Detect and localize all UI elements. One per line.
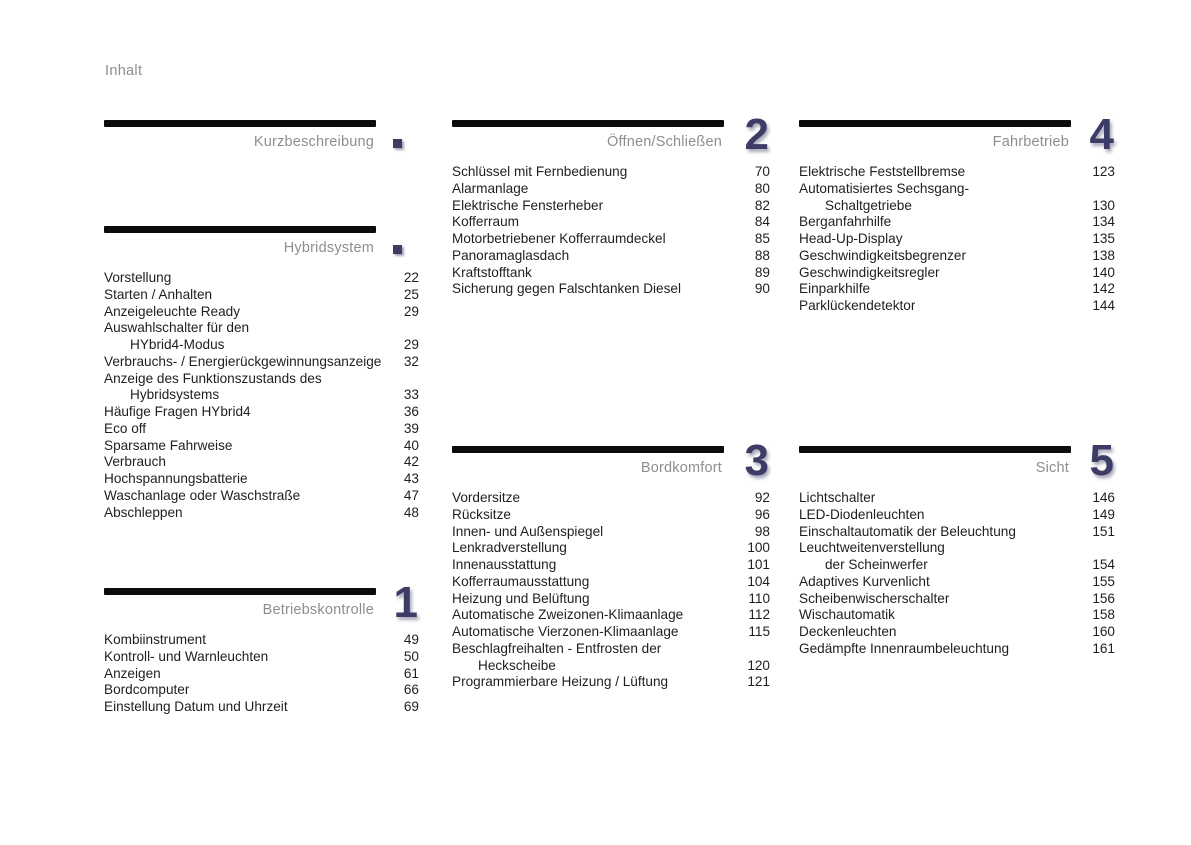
toc-entry — [104, 505, 419, 522]
toc-entry-page: 130 — [1092, 197, 1115, 213]
toc-section-fahrbetrieb — [799, 110, 1115, 315]
toc-entry-page: 49 — [403, 632, 419, 647]
toc-entry-label: Bordcomputer — [104, 682, 190, 698]
toc-entry — [452, 214, 770, 231]
section-number: 3 — [744, 436, 769, 485]
toc-entry-page: 48 — [403, 504, 419, 520]
toc-entry-label: Lenkradverstellung — [452, 540, 567, 556]
section-number: 2 — [744, 110, 769, 159]
toc-entry — [799, 298, 1115, 315]
toc-entry — [799, 198, 1115, 215]
toc-entry — [104, 354, 419, 371]
toc-entry-page: 112 — [748, 607, 770, 623]
toc-entry-label: Anzeigen — [104, 665, 161, 681]
section-number: 1 — [393, 578, 418, 627]
toc-entry — [104, 471, 419, 488]
toc-section-oeffnen-schliessen — [452, 110, 770, 298]
toc-entry-page: 100 — [747, 540, 770, 556]
toc-entry-label: Kofferraumausstattung — [452, 573, 590, 589]
toc-entry — [104, 699, 419, 716]
toc-entry-label: Scheibenwischerschalter — [799, 590, 950, 606]
section-title: Öffnen/Schließen — [607, 134, 722, 150]
toc-entry — [452, 524, 770, 541]
toc-entry — [452, 164, 770, 181]
toc-entry-label: LED-Diodenleuchten — [799, 506, 925, 522]
toc-entry — [452, 607, 770, 624]
toc-entry-label: Geschwindigkeitsregler — [799, 264, 940, 280]
toc-entry — [104, 649, 419, 666]
toc-entry — [799, 641, 1115, 658]
toc-entry — [799, 557, 1115, 574]
toc-entry-label: Deckenleuchten — [799, 624, 897, 639]
toc-entry-label: Leuchtweitenverstellung — [799, 540, 945, 556]
toc-entry — [104, 320, 419, 337]
toc-entry-page: 80 — [754, 180, 770, 196]
toc-entry-label: Rücksitze — [452, 506, 511, 522]
toc-entry — [104, 404, 419, 421]
section-rule — [799, 120, 1071, 127]
section-number: 4 — [1089, 110, 1114, 159]
toc-entry-page: 123 — [1092, 164, 1115, 179]
toc-entry — [104, 454, 419, 471]
toc-entry — [452, 658, 770, 675]
toc-entry — [104, 682, 419, 699]
toc-entry-page: 90 — [754, 281, 770, 297]
toc-entry-page: 120 — [747, 657, 770, 673]
toc-entry-label: Adaptives Kurvenlicht — [799, 573, 930, 589]
toc-entry-page: 96 — [754, 506, 770, 522]
toc-entry-page: 69 — [403, 699, 419, 714]
toc-entry-page: 29 — [403, 337, 419, 352]
section-rule — [104, 226, 376, 233]
toc-entry-page: 121 — [747, 674, 770, 690]
toc-entry-page: 70 — [754, 164, 770, 179]
toc-entry — [799, 490, 1115, 507]
toc-entry-label: Einschaltautomatik der Beleuchtung — [799, 523, 1016, 539]
toc-entry — [452, 624, 770, 641]
toc-entry — [452, 507, 770, 524]
section-title: Bordkomfort — [640, 460, 722, 476]
toc-entry-label: Automatische Zweizonen-Klimaanlage — [452, 607, 684, 623]
toc-entry-label: Sparsame Fahrweise — [104, 437, 233, 453]
section-title: Sicht — [1035, 460, 1069, 476]
toc-entry-label: Anzeige des Funktionszustands des — [104, 370, 322, 386]
toc-entry — [452, 181, 770, 198]
toc-entry-list — [104, 632, 419, 716]
toc-entry-label: Elektrische Fensterheber — [452, 197, 604, 213]
toc-entry — [799, 181, 1115, 198]
toc-entry-label: Elektrische Feststellbremse — [799, 164, 966, 179]
toc-entry-page: 42 — [403, 454, 419, 470]
toc-entry — [104, 421, 419, 438]
toc-entry-page: 92 — [754, 490, 770, 505]
toc-entry-label: Kofferraum — [452, 214, 519, 230]
toc-entry-list — [799, 490, 1115, 658]
toc-entry — [799, 231, 1115, 248]
toc-entry-page: 50 — [403, 648, 419, 664]
toc-entry-page: 135 — [1092, 231, 1115, 246]
toc-entry — [799, 607, 1115, 624]
toc-entry-page: 61 — [403, 665, 419, 681]
toc-entry-page: 33 — [403, 387, 419, 403]
page-title: Inhalt — [105, 63, 143, 79]
toc-entry-label: Hybridsystems — [130, 387, 220, 403]
toc-entry-label: Heckscheibe — [478, 657, 556, 673]
toc-entry-page: 142 — [1092, 281, 1115, 297]
toc-entry — [104, 666, 419, 683]
toc-entry — [452, 281, 770, 298]
section-title: Betriebskontrolle — [262, 602, 374, 618]
toc-entry — [799, 624, 1115, 641]
toc-entry-page: 149 — [1092, 506, 1115, 522]
toc-entry — [104, 488, 419, 505]
toc-entry-label: Sicherung gegen Falschtanken Diesel — [452, 281, 681, 297]
toc-entry — [799, 214, 1115, 231]
toc-entry-page: 146 — [1092, 490, 1115, 505]
toc-entry-label: Verbrauch — [104, 454, 166, 470]
toc-entry-label: Alarmanlage — [452, 180, 529, 196]
toc-entry — [452, 574, 770, 591]
section-rule — [104, 588, 376, 595]
toc-entry — [452, 540, 770, 557]
toc-entry-page: 151 — [1092, 523, 1115, 539]
toc-entry-label: Schlüssel mit Fernbedienung — [452, 164, 628, 179]
toc-entry-list — [452, 164, 770, 298]
toc-entry — [104, 270, 419, 287]
toc-entry-page: 104 — [747, 573, 770, 589]
toc-entry — [799, 540, 1115, 557]
toc-entry — [452, 231, 770, 248]
toc-entry-page: 98 — [754, 523, 770, 539]
toc-entry-label: Einparkhilfe — [799, 281, 871, 297]
toc-entry — [799, 164, 1115, 181]
toc-entry-page: 22 — [403, 270, 419, 285]
toc-entry-label: Head-Up-Display — [799, 231, 903, 246]
toc-entry-label: Geschwindigkeitsbegrenzer — [799, 247, 966, 263]
toc-entry-label: Hochspannungsbatterie — [104, 471, 248, 486]
section-marker — [393, 245, 402, 254]
toc-entry-label: Programmierbare Heizung / Lüftung — [452, 674, 669, 690]
toc-entry-page: 161 — [1092, 640, 1115, 656]
toc-entry — [799, 591, 1115, 608]
toc-entry-label: Berganfahrhilfe — [799, 214, 892, 230]
toc-entry-label: Kombiinstrument — [104, 632, 206, 647]
toc-entry-list — [104, 270, 419, 521]
toc-entry-label: Verbrauchs- / Energierückgewinnungsanzeige — [104, 353, 382, 369]
toc-entry-label: Panoramaglasdach — [452, 247, 570, 263]
toc-entry-page: 138 — [1092, 247, 1115, 263]
toc-entry-label: Starten / Anhalten — [104, 286, 213, 302]
toc-entry-label: Häufige Fragen HYbrid4 — [104, 404, 251, 419]
section-number: 5 — [1089, 436, 1114, 485]
toc-section-bordkomfort — [452, 436, 770, 691]
toc-entry-label: Eco off — [104, 420, 147, 436]
toc-entry-page: 156 — [1092, 590, 1115, 606]
toc-entry-label: Parklückendetektor — [799, 298, 916, 313]
toc-entry-list — [799, 164, 1115, 315]
toc-entry-page: 84 — [754, 214, 770, 230]
toc-section-sicht — [799, 436, 1115, 658]
toc-entry-page: 140 — [1092, 264, 1115, 280]
toc-entry-page: 47 — [403, 487, 419, 503]
toc-entry-list — [452, 490, 770, 691]
toc-entry-page: 144 — [1092, 298, 1115, 313]
toc-entry — [799, 281, 1115, 298]
section-title: Hybridsystem — [283, 240, 374, 256]
toc-entry-page: 66 — [403, 682, 419, 698]
toc-entry-page: 110 — [748, 590, 770, 606]
toc-entry-page: 36 — [403, 404, 419, 419]
toc-entry-label: Anzeigeleuchte Ready — [104, 303, 241, 319]
toc-entry — [799, 507, 1115, 524]
toc-entry — [452, 248, 770, 265]
toc-entry-label: Wischautomatik — [799, 607, 895, 623]
toc-entry — [452, 265, 770, 282]
toc-entry-label: Schaltgetriebe — [825, 197, 912, 213]
toc-entry-page: 29 — [403, 303, 419, 319]
toc-entry-label: Gedämpfte Innenraumbeleuchtung — [799, 640, 1010, 656]
toc-entry-label: der Scheinwerfer — [825, 557, 928, 572]
section-marker — [393, 139, 402, 148]
toc-entry-page: 40 — [403, 437, 419, 453]
toc-entry-label: Auswahlschalter für den — [104, 320, 250, 336]
toc-entry — [799, 248, 1115, 265]
toc-entry — [452, 674, 770, 691]
section-rule — [452, 446, 724, 453]
toc-entry-label: Heizung und Belüftung — [452, 590, 590, 606]
toc-entry — [104, 287, 419, 304]
toc-entry-label: Lichtschalter — [799, 490, 876, 505]
section-title: Fahrbetrieb — [992, 134, 1069, 150]
section-rule — [104, 120, 376, 127]
toc-entry-label: Einstellung Datum und Uhrzeit — [104, 699, 288, 714]
toc-entry — [104, 371, 419, 388]
toc-entry-page: 88 — [754, 247, 770, 263]
section-title: Kurzbeschreibung — [253, 134, 374, 150]
toc-entry-page: 158 — [1092, 607, 1115, 623]
toc-entry-label: Automatische Vierzonen-Klimaanlage — [452, 624, 679, 639]
toc-section-betriebskontrolle — [104, 578, 419, 716]
toc-entry — [452, 557, 770, 574]
toc-entry-label: Innen- und Außenspiegel — [452, 523, 604, 539]
section-rule — [452, 120, 724, 127]
toc-entry — [104, 387, 419, 404]
toc-entry-label: Motorbetriebener Kofferraumdeckel — [452, 231, 666, 246]
toc-entry — [104, 337, 419, 354]
toc-entry — [104, 304, 419, 321]
toc-entry-label: Vordersitze — [452, 490, 521, 505]
toc-entry-page: 115 — [748, 624, 770, 639]
toc-entry-page: 25 — [403, 286, 419, 302]
toc-entry — [104, 632, 419, 649]
toc-entry — [799, 524, 1115, 541]
toc-entry-page: 134 — [1092, 214, 1115, 230]
toc-entry — [452, 641, 770, 658]
toc-entry-label: Waschanlage oder Waschstraße — [104, 487, 301, 503]
toc-entry-label: HYbrid4-Modus — [130, 337, 225, 352]
toc-entry-label: Kraftstofftank — [452, 264, 532, 280]
toc-entry-page: 82 — [754, 197, 770, 213]
toc-entry-page: 101 — [747, 557, 770, 572]
toc-entry-page: 43 — [403, 471, 419, 486]
toc-entry — [104, 438, 419, 455]
toc-entry — [452, 490, 770, 507]
toc-entry-page: 32 — [403, 353, 419, 369]
toc-entry — [799, 265, 1115, 282]
toc-entry-page: 154 — [1092, 557, 1115, 572]
toc-section-hybridsystem — [104, 226, 419, 521]
toc-entry — [452, 591, 770, 608]
toc-entry-page: 155 — [1092, 573, 1115, 589]
toc-entry — [452, 198, 770, 215]
toc-entry-page: 39 — [403, 420, 419, 436]
toc-entry-label: Abschleppen — [104, 504, 183, 520]
toc-entry-page: 160 — [1092, 624, 1115, 639]
toc-entry-page: 85 — [754, 231, 770, 246]
section-rule — [799, 446, 1071, 453]
toc-entry-label: Innenausstattung — [452, 557, 557, 572]
toc-entry-label: Vorstellung — [104, 270, 172, 285]
toc-entry-page: 89 — [754, 264, 770, 280]
toc-section-kurzbeschreibung — [104, 120, 419, 164]
toc-entry-label: Automatisiertes Sechsgang- — [799, 180, 970, 196]
toc-entry-label: Beschlagfreihalten - Entfrosten der — [452, 640, 662, 656]
toc-entry-label: Kontroll- und Warnleuchten — [104, 648, 269, 664]
toc-entry — [799, 574, 1115, 591]
